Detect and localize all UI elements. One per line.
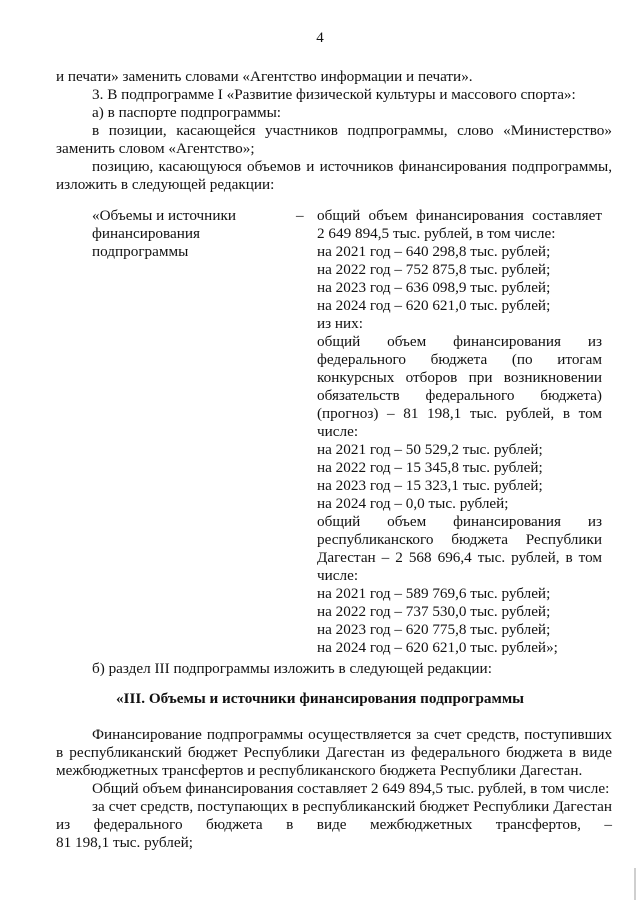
passport-label-line: финансирования bbox=[92, 225, 200, 242]
passport-dash: – bbox=[296, 207, 304, 224]
passport-value-line: на 2023 год – 15 323,1 тыс. рублей; bbox=[317, 477, 543, 494]
passport-value-line: из них: bbox=[317, 315, 363, 332]
passport-value-line: числе: bbox=[317, 423, 359, 440]
passport-label-line: «Объемы и источники bbox=[92, 207, 236, 224]
passport-value-line: федерального бюджета (по итогам bbox=[317, 351, 602, 368]
passport-value-line: Дагестан – 2 568 696,4 тыс. рублей, в том bbox=[317, 549, 602, 566]
passport-value-line: общий объем финансирования из bbox=[317, 513, 602, 530]
passport-value-line: республиканского бюджета Республики bbox=[317, 531, 602, 548]
body-line: Финансирование подпрограммы осуществляется за счет средств, поступивших bbox=[92, 726, 612, 743]
intro-line: а) в паспорте подпрограммы: bbox=[92, 104, 281, 121]
passport-value-line: числе: bbox=[317, 567, 359, 584]
page-number: 4 bbox=[316, 30, 324, 46]
scan-edge-mark bbox=[634, 868, 636, 900]
body-line: в республиканский бюджет Республики Дагестан из федерального бюджета в виде bbox=[56, 744, 612, 761]
intro-line: заменить словом «Агентство»; bbox=[56, 140, 255, 157]
body-line: межбюджетных трансфертов и республиканского бюджета Республики Дагестан. bbox=[56, 762, 583, 779]
passport-value-line: на 2021 год – 50 529,2 тыс. рублей; bbox=[317, 441, 543, 458]
passport-value-line: на 2023 год – 620 775,8 тыс. рублей; bbox=[317, 621, 551, 638]
passport-value-line: обязательств федерального бюджета) bbox=[317, 387, 602, 404]
passport-value-line: общий объем финансирования составляет bbox=[317, 207, 602, 224]
body-line: за счет средств, поступающих в республиканский бюджет Республики Дагестан bbox=[92, 798, 612, 815]
passport-value-line: на 2021 год – 640 298,8 тыс. рублей; bbox=[317, 243, 551, 260]
passport-value-line: на 2024 год – 620 621,0 тыс. рублей; bbox=[317, 297, 551, 314]
intro-line: и печати» заменить словами «Агентство информации и печати». bbox=[56, 68, 473, 85]
passport-value-line: общий объем финансирования из bbox=[317, 333, 602, 350]
passport-value-line: на 2021 год – 589 769,6 тыс. рублей; bbox=[317, 585, 551, 602]
intro-line: изложить в следующей редакции: bbox=[56, 176, 275, 193]
intro-line: в позиции, касающейся участников подпрограммы, слово «Министерство» bbox=[92, 122, 612, 139]
passport-value-line: на 2022 год – 737 530,0 тыс. рублей; bbox=[317, 603, 551, 620]
passport-value-line: на 2024 год – 620 621,0 тыс. рублей»; bbox=[317, 639, 558, 656]
passport-value-line: на 2023 год – 636 098,9 тыс. рублей; bbox=[317, 279, 551, 296]
body-line: из федерального бюджета в виде межбюджетных трансфертов, – bbox=[56, 816, 612, 833]
intro-line: 3. В подпрограмме I «Развитие физической культуры и массового спорта»: bbox=[92, 86, 576, 103]
passport-value-line: на 2022 год – 15 345,8 тыс. рублей; bbox=[317, 459, 543, 476]
body-line: 81 198,1 тыс. рублей; bbox=[56, 834, 193, 851]
passport-value-line: конкурсных отборов при возникновении bbox=[317, 369, 602, 386]
passport-value-line: на 2022 год – 752 875,8 тыс. рублей; bbox=[317, 261, 551, 278]
passport-value-line: (прогноз) – 81 198,1 тыс. рублей, в том bbox=[317, 405, 602, 422]
passport-label-line: подпрограммы bbox=[92, 243, 189, 260]
intro-line: позицию, касающуюся объемов и источников финансирования подпрограммы, bbox=[92, 158, 612, 175]
passport-value-line: на 2024 год – 0,0 тыс. рублей; bbox=[317, 495, 509, 512]
section-title: «III. Объемы и источники финансирования подпрограммы bbox=[115, 690, 525, 707]
body-line: Общий объем финансирования составляет 2 649 894,5 тыс. рублей, в том числе: bbox=[92, 780, 610, 797]
passport-value-line: 2 649 894,5 тыс. рублей, в том числе: bbox=[317, 225, 556, 242]
item-b-line: б) раздел III подпрограммы изложить в следующей редакции: bbox=[92, 660, 492, 677]
